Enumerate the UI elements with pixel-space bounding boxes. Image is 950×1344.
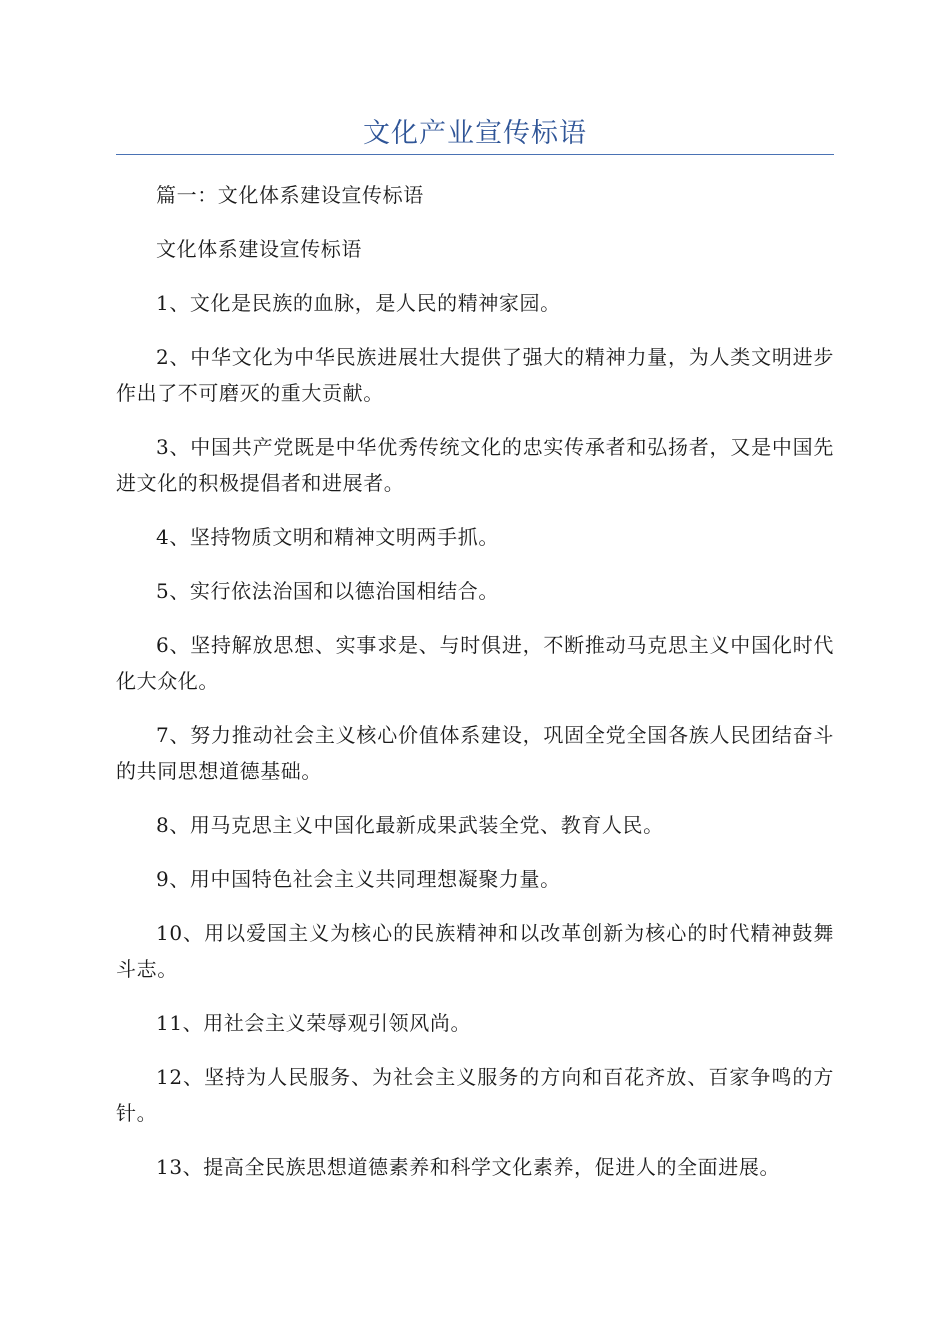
slogan-item: 4、坚持物质文明和精神文明两手抓。 [156, 525, 499, 549]
slogan-item: 8、用马克思主义中国化最新成果武装全党、教育人民。 [156, 813, 664, 837]
section-heading: 篇一：文化体系建设宣传标语 [156, 183, 424, 207]
slogan-item: 10、用以爱国主义为核心的民族精神和以改革创新为核心的时代精神鼓舞斗志。 [116, 921, 834, 981]
slogan-item: 5、实行依法治国和以德治国相结合。 [156, 579, 499, 603]
slogan-item: 1、文化是民族的血脉，是人民的精神家园。 [156, 291, 561, 315]
slogan-item: 3、中国共产党既是中华优秀传统文化的忠实传承者和弘扬者，又是中国先进文化的积极提倡者和进展者。 [116, 435, 834, 495]
document-title: 文化产业宣传标语 [363, 118, 587, 149]
slogan-item: 7、努力推动社会主义核心价值体系建设，巩固全党全国各族人民团结奋斗的共同思想道德基础。 [116, 723, 834, 783]
subsection-heading: 文化体系建设宣传标语 [156, 237, 362, 261]
slogan-item: 13、提高全民族思想道德素养和科学文化素养，促进人的全面进展。 [156, 1155, 781, 1179]
title-underline [116, 154, 834, 155]
slogan-item: 6、坚持解放思想、实事求是、与时俱进，不断推动马克思主义中国化时代化大众化。 [116, 633, 834, 693]
slogan-item: 12、坚持为人民服务、为社会主义服务的方向和百花齐放、百家争鸣的方针。 [116, 1065, 834, 1125]
slogan-item: 2、中华文化为中华民族进展壮大提供了强大的精神力量，为人类文明进步作出了不可磨灭的重大贡献。 [116, 345, 834, 405]
document-page [116, 0, 834, 1203]
slogan-item: 11、用社会主义荣辱观引领风尚。 [156, 1011, 472, 1035]
slogan-item: 9、用中国特色社会主义共同理想凝聚力量。 [156, 867, 561, 891]
document-body [116, 177, 834, 1185]
